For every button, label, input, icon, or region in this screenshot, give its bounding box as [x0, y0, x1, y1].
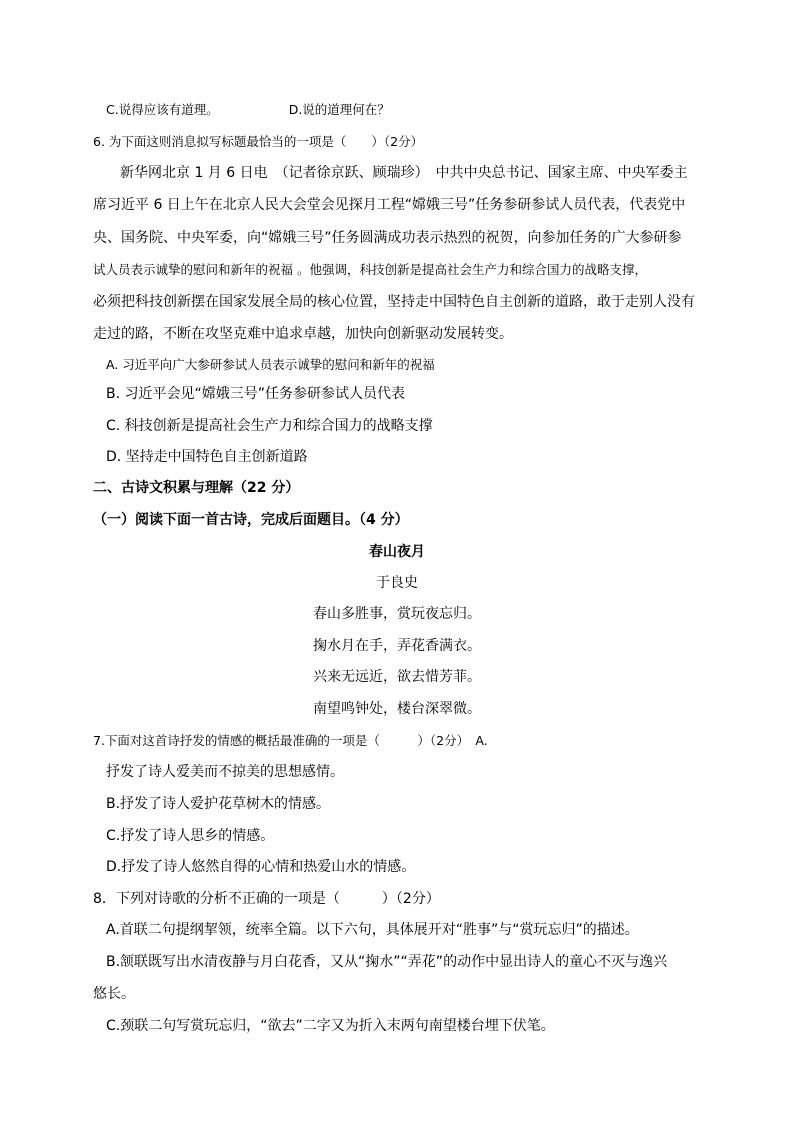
q8-option-a: A.首联二句提纲挈领，统率全篇。以下六句，具体展开对“胜事”与“赏玩忘归”的描述。: [106, 922, 639, 938]
q6-passage-line-6: 走过的路，不断在攻坚克难中追求卓越，加快向创新驱动发展转变。: [93, 326, 513, 342]
q6-passage-line-4: 试人员表示诚挚的慰问和新年的祝福 。他强调，科技创新是提高社会生产力和综合国力的战略支撑，: [93, 262, 647, 277]
q5-option-c: C.说得应该有道理。: [106, 102, 219, 117]
q7-option-c: C.抒发了诗人思乡的情感。: [106, 828, 275, 844]
poem-line-2: 掬水月在手，弄花香满衣。: [313, 638, 481, 654]
q8-stem: 8．下列对诗歌的分析不正确的一项是（ ）（2分）: [93, 891, 440, 907]
q7-option-b: B.抒发了诗人爱护花草树木的情感。: [106, 796, 331, 812]
poem-author: 于良史: [376, 575, 418, 591]
section2-heading: 二、古诗文积累与理解（22 分）: [93, 480, 300, 496]
q8-option-b-line-2: 悠长。: [93, 986, 135, 1002]
q6-passage-line-2: 席习近平 6 日上午在北京人民大会堂会见探月工程“嫦娥三号”任务参研参试人员代表，代表党中: [93, 197, 686, 213]
poem-line-3: 兴来无远近，欲去惜芳菲。: [313, 669, 481, 685]
q6-option-b: B. 习近平会见“嫦娥三号”任务参研参试人员代表: [106, 386, 406, 402]
q6-option-a: A. 习近平向广大参研参试人员表示诚挚的慰问和新年的祝福: [106, 357, 435, 372]
q5-option-d: D.说的道理何在？: [288, 102, 390, 117]
poem-line-1: 春山多胜事，赏玩夜忘归。: [313, 606, 481, 622]
q6-passage-line-5: 必须把科技创新摆在国家发展全局的核心位置，坚持走中国特色自主创新的道路，敢于走别人没有: [93, 294, 695, 310]
section2-part1-heading: （一）阅读下面一首古诗，完成后面题目。（4 分）: [93, 512, 409, 528]
q6-passage-line-3: 央、国务院、中央军委，向“嫦娥三号”任务圆满成功表示热烈的祝贺，向参加任务的广大参研参: [93, 230, 682, 246]
poem-title: 春山夜月: [369, 544, 425, 560]
q5-options: [106, 100, 390, 120]
poem-line-4: 南望鸣钟处，楼台深翠微。: [313, 701, 481, 717]
q8-option-c: C.颈联二句写赏玩忘归，“欲去”二字又为折入末两句南望楼台埋下伏笔。: [106, 1018, 555, 1034]
q8-option-b-line-1: B.颔联既写出水清夜静与月白花香，又从“掬水”“弄花”的动作中显出诗人的童心不灭与逸兴: [106, 954, 668, 970]
q7-option-d: D.抒发了诗人悠然自得的心情和热爱山水的情感。: [106, 859, 416, 875]
q7-stem: 7.下面对这首诗抒发的情感的概括最准确的一项是（ ）（2分） A.: [93, 733, 488, 748]
q6-option-c: C. 科技创新是提高社会生产力和综合国力的战略支撑: [106, 418, 433, 434]
q6-option-d: D. 坚持走中国特色自主创新道路: [106, 449, 308, 465]
q6-stem: 6. 为下面这则消息拟写标题最恰当的一项是（ ）（2分）: [93, 134, 424, 149]
q7-option-a: 抒发了诗人爱美而不掠美的思想感情。: [106, 764, 344, 780]
q6-passage-line-1: 新华网北京 1 月 6 日电 （记者徐京跃、顾瑞珍） 中共中央总书记、国家主席、中央军委主: [120, 165, 688, 181]
